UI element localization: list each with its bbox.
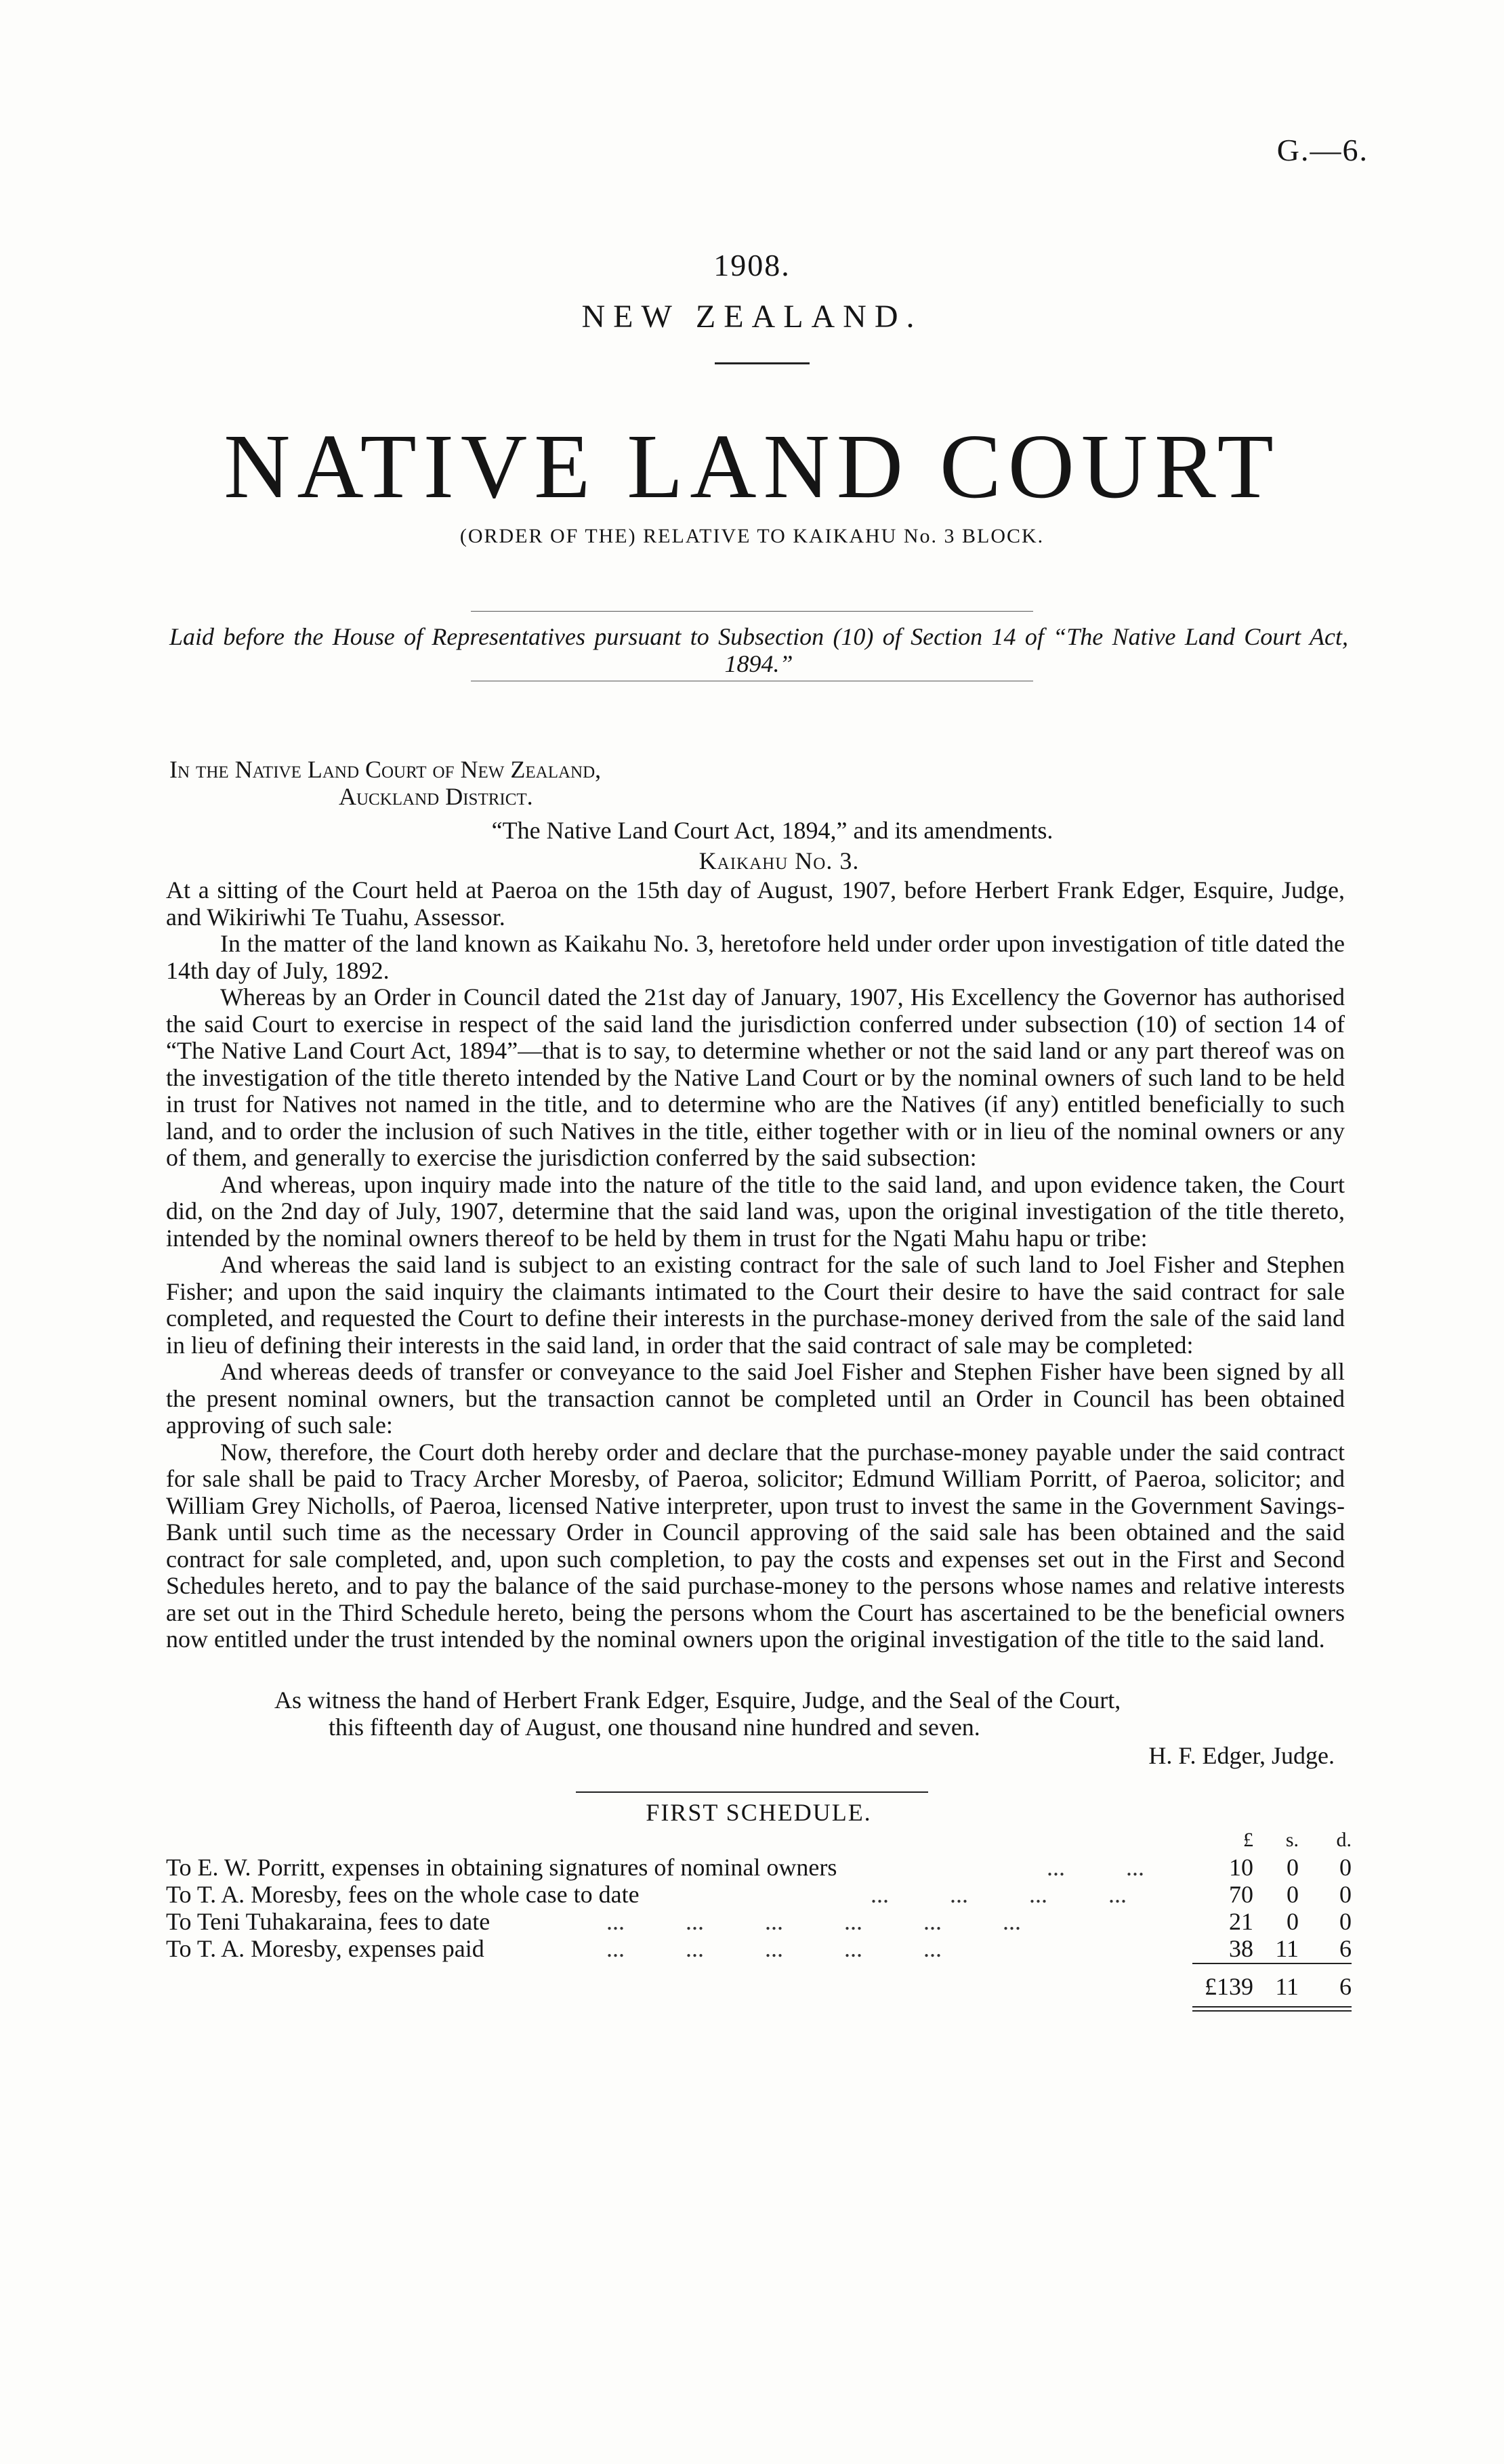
witness-line: As witness the hand of Herbert Frank Edger, Esquire, Judge, and the Seal of the Court, xyxy=(274,1686,1121,1714)
witness-line: this fifteenth day of August, one thousand nine hundred and seven. xyxy=(329,1714,980,1741)
paragraph: And whereas, upon inquiry made into the nature of the title to the said land, and upon evidence taken, the Court did, on the 2nd day of July, 1907, determine that the said land was, upon the original investigation of the title thereto, intended by the nominal owners thereof to be held by them in trust for the Ngati Mahu hapu or tribe: xyxy=(166,1170,1345,1252)
pounds-cell: 21 xyxy=(1229,1908,1253,1935)
table-row xyxy=(166,1880,1352,1907)
shillings-cell: 11 xyxy=(1275,1935,1299,1962)
year-heading: 1908. xyxy=(713,248,791,282)
table-row xyxy=(166,1853,1352,1880)
table-row xyxy=(166,1907,1352,1934)
row-description: To T. A. Moresby, expenses paid xyxy=(166,1935,484,1962)
row-description: To Teni Tuhakaraina, fees to date xyxy=(166,1908,490,1935)
document-title: NATIVE LAND COURT xyxy=(224,416,1280,517)
shillings-cell: 0 xyxy=(1287,1854,1299,1881)
pence-cell: 0 xyxy=(1339,1854,1352,1881)
paragraph: Whereas by an Order in Council dated the 21st day of January, 1907, His Excellency the Governor has authorised the said Court to exercise in respect of the said land the jurisdiction conferred under subsection (10) of section 14 of “The Native Land Court Act, 1894”—that is to say, to determine whether or not the said land or any part thereof was on the investigation of the title thereto intended by the Native Land Court or by the nominal owners of such land to be held in trust for Natives not named in the title, and to determine who are the Natives (if any) entitled beneficially to such land, and to order the inclusion of such Natives in the title, either together with or in lieu of the nominal owners or any of them, and generally to exercise the jurisdiction conferred by the said subsection: xyxy=(166,983,1345,1171)
pence-cell: 0 xyxy=(1339,1881,1352,1908)
total-row xyxy=(166,1972,1352,1999)
column-header-pounds: £ xyxy=(1243,1829,1253,1851)
divider xyxy=(576,1791,928,1793)
paragraph: Now, therefore, the Court doth hereby order and declare that the purchase-money payable under the said contract for sale shall be paid to Tracy Archer Moresby, of Paeroa, solicitor; Edmund William Porritt, of Paeroa, solicitor; and William Grey Nicholls, of Paeroa, licensed Native interpreter, upon trust to invest the same in the Government Savings-Bank until such time as the necessary Order in Council approving of the said sale has been obtained and the said contract for sale completed, and, upon such completion, to pay the costs and expenses set out in the First and Second Schedules hereto, and to pay the balance of the said purchase-money to the persons whose names and relative interests are set out in the Third Schedule hereto, being the persons whom the Court has ascertained to be the beneficial owners now entitled under the trust intended by the nominal owners upon the original investigation of the title to the said land. xyxy=(166,1438,1345,1653)
act-reference: “The Native Land Court Act, 1894,” and its amendments. xyxy=(491,817,1053,844)
column-header-shillings: s. xyxy=(1285,1829,1299,1851)
divider xyxy=(715,362,810,364)
double-rule xyxy=(1192,2006,1352,2008)
order-body xyxy=(166,877,1345,1653)
judge-signature: H. F. Edger, Judge. xyxy=(1148,1742,1335,1769)
paragraph: And whereas deeds of transfer or conveyance to the said Joel Fisher and Stephen Fisher have been signed by all the present nominal owners, but the transaction cannot be completed until an Order in Council has been obtained approving of such sale: xyxy=(166,1358,1345,1439)
pounds-cell: 70 xyxy=(1229,1881,1253,1908)
pounds-cell: 38 xyxy=(1229,1935,1253,1962)
double-rule xyxy=(1192,2010,1352,2012)
column-header-pence: d. xyxy=(1336,1829,1352,1851)
row-description: To E. W. Porritt, expenses in obtaining signatures of nominal owners xyxy=(166,1854,837,1881)
schedule-title: FIRST SCHEDULE. xyxy=(646,1799,872,1826)
pounds-cell: 10 xyxy=(1229,1854,1253,1881)
paragraph: In the matter of the land known as Kaikahu No. 3, heretofore held under order upon investigation of title dated the 14th day of July, 1892. xyxy=(166,930,1345,984)
leader-dots: ... ... ... ... xyxy=(871,1881,1127,1908)
paragraph: At a sitting of the Court held at Paeroa on the 15th day of August, 1907, before Herbert Frank Edger, Esquire, Judge, and Wikiriwhi Te Tuahu, Assessor. xyxy=(166,876,1345,931)
row-description: To T. A. Moresby, fees on the whole case to date xyxy=(166,1881,640,1908)
leader-dots: ... ... ... ... ... xyxy=(606,1935,942,1962)
total-rule xyxy=(1192,1963,1352,1964)
total-pence: 6 xyxy=(1339,1973,1352,2000)
shillings-cell: 0 xyxy=(1287,1881,1299,1908)
total-pounds: £139 xyxy=(1205,1973,1253,2000)
leader-dots: ... ... ... ... ... ... xyxy=(606,1908,1021,1935)
pence-cell: 6 xyxy=(1339,1935,1352,1962)
court-district: Auckland District. xyxy=(339,783,533,810)
pence-cell: 0 xyxy=(1339,1908,1352,1935)
leader-dots: ... ... xyxy=(1047,1854,1144,1881)
witness-clause xyxy=(166,1686,1345,1741)
country-heading: NEW ZEALAND. xyxy=(581,299,923,335)
divider xyxy=(471,611,1033,612)
laid-before-notice: Laid before the House of Representatives pursuant to Subsection (10) of Section 14 of “The Native Land Court Act, 1894.” xyxy=(169,623,1348,677)
court-heading: In the Native Land Court of New Zealand, xyxy=(169,756,602,783)
paragraph: And whereas the said land is subject to an existing contract for the sale of such land to Joel Fisher and Stephen Fisher; and upon the said inquiry the claimants intimated to the Court their desire to have the said contract for sale completed, and requested the Court to define their interests in the purchase-money derived from the sale of the said land in lieu of defining their interests in the said land, in order that the said contract of sale may be completed: xyxy=(166,1251,1345,1359)
total-shillings: 11 xyxy=(1275,1973,1299,2000)
table-row xyxy=(166,1934,1352,1961)
shillings-cell: 0 xyxy=(1287,1908,1299,1935)
page-reference: G.—6. xyxy=(1276,133,1369,167)
block-name: Kaikahu No. 3. xyxy=(698,847,860,874)
document-subtitle: (ORDER OF THE) RELATIVE TO KAIKAHU No. 3 BLOCK. xyxy=(459,525,1045,547)
